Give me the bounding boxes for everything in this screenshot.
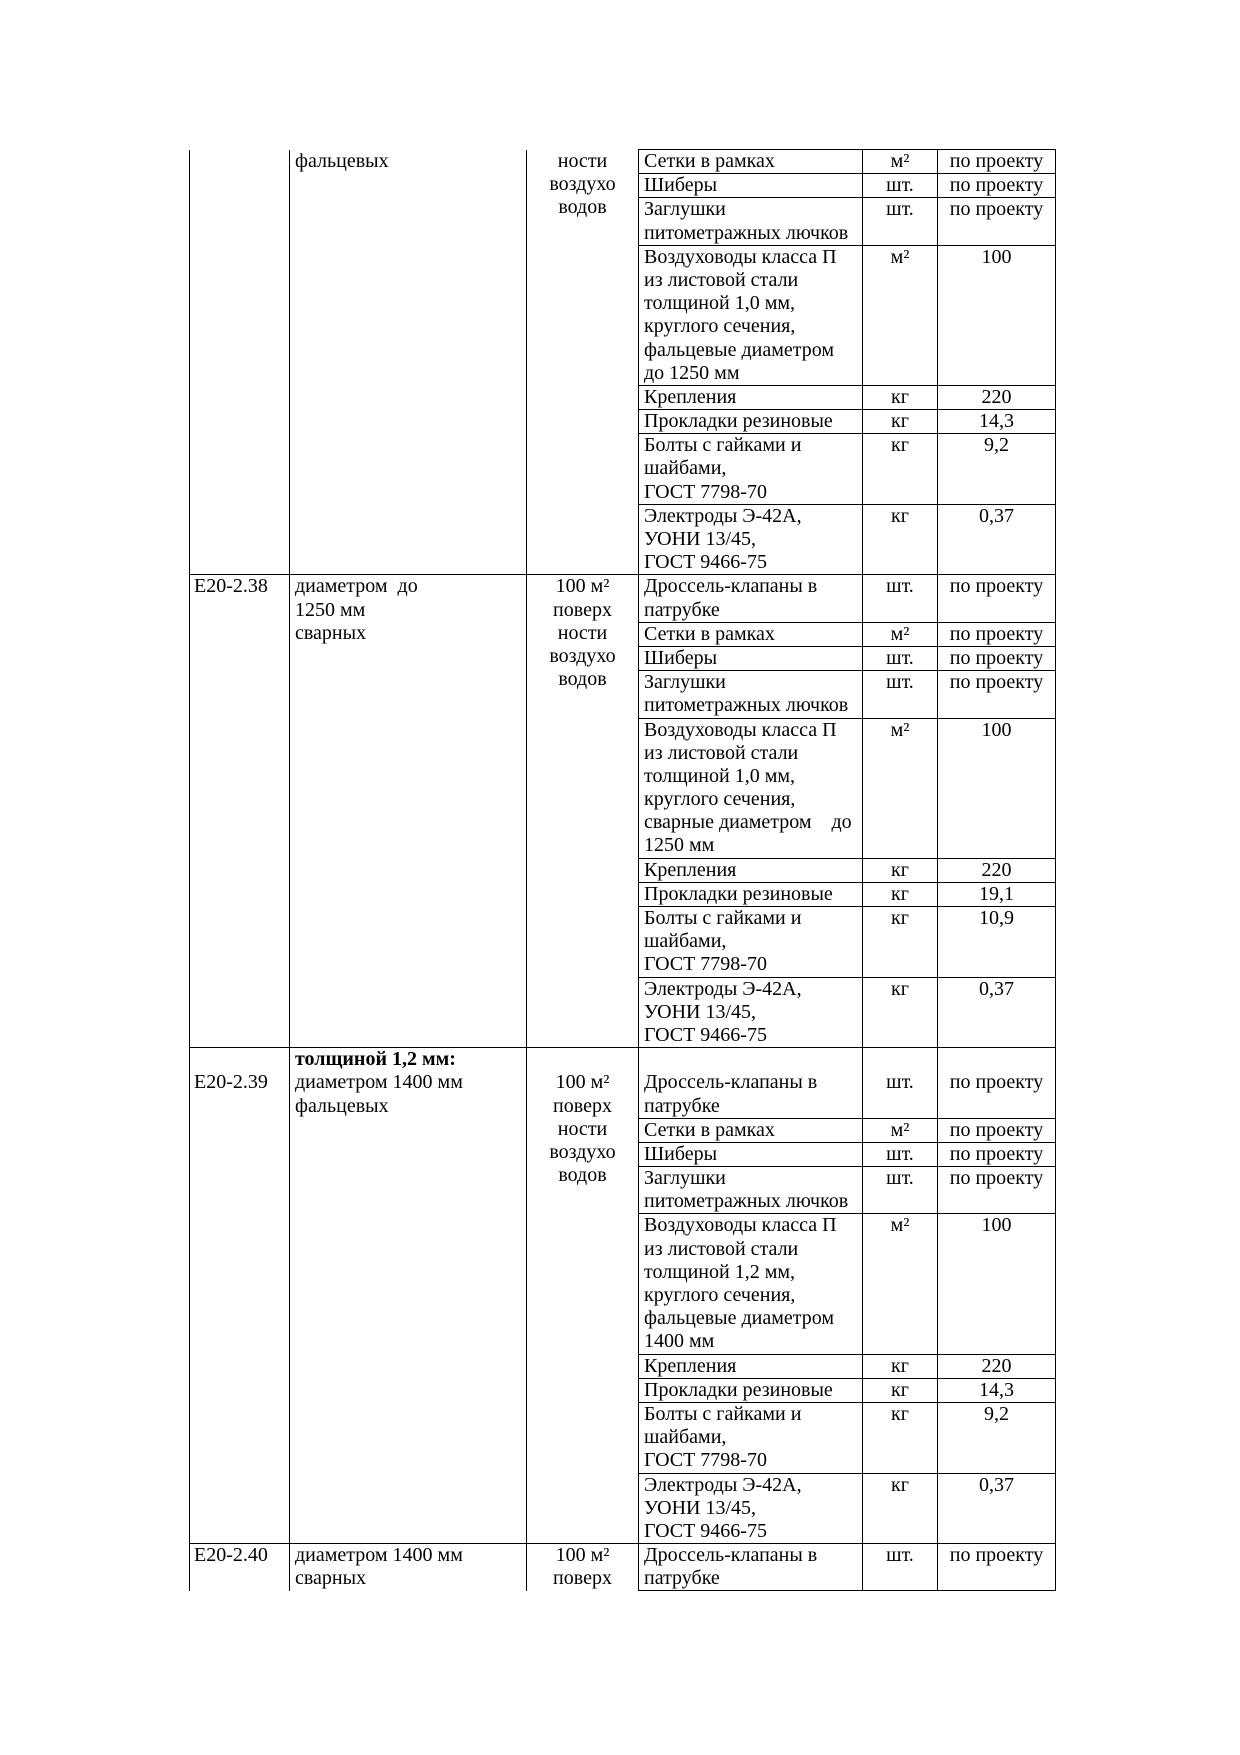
- resource-unit-cell: [863, 1378, 938, 1402]
- work-name-line: сварных: [295, 621, 367, 644]
- resource-qty-cell: [938, 174, 1056, 198]
- resource-name-line: Воздуховоды класса П: [644, 245, 837, 268]
- resource-qty: 0,37: [979, 504, 1014, 527]
- resource-name-cell: [639, 1167, 863, 1214]
- resource-name-line: шайбами,: [644, 930, 727, 953]
- resource-unit-cell: [863, 504, 938, 575]
- work-code-cell: [190, 1048, 290, 1544]
- work-unit-line: поверх: [553, 1567, 612, 1590]
- resource-name-line: Крепления: [644, 385, 737, 408]
- blank-line: [194, 1048, 289, 1071]
- resource-name-line: круглого сечения,: [644, 788, 796, 811]
- resource-name-line: патрубке: [644, 1567, 720, 1590]
- resource-unit-cell: [863, 434, 938, 505]
- resource-qty: 100: [981, 718, 1012, 741]
- resource-qty-cell: [938, 1167, 1056, 1214]
- work-unit-line: ности: [557, 621, 608, 644]
- resource-qty: 9,2: [984, 434, 1009, 457]
- work-unit-line: ности: [557, 1117, 608, 1140]
- resource-name-line: толщиной 1,0 мм,: [644, 292, 796, 315]
- resource-name-cell: [639, 622, 863, 646]
- work-unit-cell: [527, 150, 639, 575]
- work-unit-cell: [527, 1048, 639, 1544]
- resource-unit: кг: [891, 410, 909, 433]
- resource-name-cell: [639, 434, 863, 505]
- resource-unit-cell: [863, 907, 938, 978]
- resource-unit: шт.: [886, 646, 914, 669]
- resource-unit-cell: [863, 198, 938, 245]
- resource-qty-cell: [938, 882, 1056, 906]
- resource-qty: 19,1: [979, 882, 1014, 905]
- resource-name-line: сварные диаметром до: [644, 811, 852, 834]
- resource-name-cell: [639, 907, 863, 978]
- work-name-cell: [290, 575, 527, 1048]
- resource-name-cell: [639, 1118, 863, 1142]
- resource-qty: по проекту: [949, 622, 1044, 645]
- resource-qty-cell: [938, 1142, 1056, 1166]
- resource-unit-cell: [863, 646, 938, 670]
- resource-name-line: Крепления: [644, 858, 737, 881]
- work-code: Е20-2.38: [194, 575, 268, 598]
- resource-name-line: Дроссель-клапаны в: [644, 1071, 818, 1094]
- work-code-cell: [190, 575, 290, 1048]
- resource-name-cell: [639, 1544, 863, 1591]
- resource-name-line: Сетки в рамках: [644, 622, 775, 645]
- work-unit-line: поверх: [553, 598, 612, 621]
- resource-name-line: шайбами,: [644, 457, 727, 480]
- resource-qty-cell: [938, 1214, 1056, 1354]
- resource-unit-cell: [863, 1142, 938, 1166]
- resource-unit: кг: [891, 434, 909, 457]
- work-name-cell: [290, 1544, 527, 1591]
- table-row: [190, 150, 1056, 174]
- resource-name-line: УОНИ 13/45,: [644, 1496, 757, 1519]
- resource-name-cell: [639, 1473, 863, 1544]
- work-unit-line: поверх: [553, 1094, 612, 1117]
- resource-name-line: ГОСТ 9466-75: [644, 1023, 767, 1046]
- work-unit-line: 100 м²: [555, 1544, 610, 1567]
- resource-qty-cell: [938, 385, 1056, 409]
- resource-name-line: Шиберы: [644, 174, 718, 197]
- resource-name-cell: [639, 646, 863, 670]
- resource-qty: по проекту: [949, 1544, 1044, 1567]
- blank-line: [527, 1048, 638, 1071]
- resource-qty-cell: [938, 150, 1056, 174]
- resource-name-cell: [639, 174, 863, 198]
- resource-unit-cell: [863, 1118, 938, 1142]
- resource-qty-cell: [938, 410, 1056, 434]
- resource-qty-cell: [938, 671, 1056, 718]
- resource-name-line: ГОСТ 7798-70: [644, 953, 767, 976]
- resource-unit: шт.: [886, 1142, 914, 1165]
- resource-qty: 220: [981, 1354, 1012, 1377]
- work-unit-line: водов: [558, 668, 607, 691]
- resource-unit-cell: [863, 385, 938, 409]
- resource-qty: по проекту: [949, 646, 1044, 669]
- resource-qty-cell: [938, 646, 1056, 670]
- work-name-line: диаметром до: [295, 575, 418, 598]
- resource-qty: по проекту: [949, 1167, 1044, 1190]
- resource-unit-cell: [863, 1214, 938, 1354]
- resource-unit: кг: [891, 882, 909, 905]
- resource-unit: кг: [891, 1354, 909, 1377]
- resource-name-line: Прокладки резиновые: [644, 882, 833, 905]
- resource-name-cell: [639, 718, 863, 858]
- resource-unit: кг: [891, 1402, 909, 1425]
- table-row: [190, 575, 1056, 622]
- resource-name-line: из листовой стали: [644, 268, 799, 291]
- resource-qty-cell: [938, 245, 1056, 385]
- resource-name-line: ГОСТ 7798-70: [644, 1449, 767, 1472]
- resource-name-line: УОНИ 13/45,: [644, 528, 757, 550]
- resource-name-cell: [639, 1142, 863, 1166]
- resource-unit-cell: [863, 1354, 938, 1378]
- resource-qty-cell: [938, 1544, 1056, 1591]
- resource-unit-cell: [863, 1402, 938, 1473]
- resource-name-cell: [639, 245, 863, 385]
- resource-qty: 14,3: [979, 1378, 1014, 1401]
- resource-unit: м²: [890, 622, 910, 645]
- table-body: [190, 150, 1056, 1591]
- resource-unit: шт.: [886, 575, 914, 598]
- resource-unit: шт.: [886, 1544, 914, 1567]
- resource-name-line: Шиберы: [644, 1142, 718, 1165]
- resource-qty-cell: [938, 1402, 1056, 1473]
- resource-qty: по проекту: [949, 575, 1044, 598]
- work-unit-line: водов: [558, 195, 607, 218]
- resource-name-line: питометражных лючков: [644, 1190, 849, 1213]
- resource-unit-cell: [863, 1473, 938, 1544]
- resource-unit-cell: [863, 150, 938, 174]
- resource-name-line: Шиберы: [644, 646, 718, 669]
- table-row: [190, 1544, 1056, 1591]
- resource-qty: по проекту: [949, 150, 1044, 172]
- resource-name-line: толщиной 1,0 мм,: [644, 764, 796, 787]
- resource-name-line: круглого сечения,: [644, 315, 796, 338]
- resource-qty-cell: [938, 718, 1056, 858]
- resource-unit-cell: [863, 1048, 938, 1119]
- resource-qty-cell: [938, 1118, 1056, 1142]
- resource-name-line: фальцевые диаметром: [644, 1307, 834, 1330]
- resource-name-line: Дроссель-клапаны в: [644, 575, 818, 598]
- resource-unit: шт.: [886, 1167, 914, 1190]
- resource-unit: кг: [891, 1473, 909, 1496]
- resource-name-line: 1400 мм: [644, 1330, 715, 1353]
- resource-name-line: питометражных лючков: [644, 221, 849, 244]
- resource-name-line: ГОСТ 9466-75: [644, 1519, 767, 1542]
- work-name-cell: [290, 1048, 527, 1544]
- resource-name-line: Болты с гайками и: [644, 1402, 802, 1425]
- resource-name-cell: [639, 410, 863, 434]
- resource-qty: 10,9: [979, 907, 1014, 929]
- resource-unit-cell: [863, 245, 938, 385]
- resource-qty-cell: [938, 434, 1056, 505]
- resource-name-line: Электроды Э-42А,: [644, 504, 802, 527]
- resource-unit: м²: [890, 245, 910, 268]
- resource-unit-cell: [863, 882, 938, 906]
- blank-line: [863, 1048, 937, 1071]
- work-code-cell: [190, 150, 290, 575]
- resource-unit-cell: [863, 977, 938, 1048]
- resource-unit-cell: [863, 174, 938, 198]
- resource-name-cell: [639, 1048, 863, 1119]
- resource-name-cell: [639, 1214, 863, 1354]
- resource-name-line: Прокладки резиновые: [644, 1378, 833, 1401]
- resource-qty-cell: [938, 1378, 1056, 1402]
- resource-unit: шт.: [886, 198, 914, 221]
- resource-qty: по проекту: [949, 1071, 1044, 1094]
- work-unit-line: воздухо: [549, 172, 616, 195]
- resource-unit: шт.: [886, 174, 914, 197]
- resource-name-line: 1250 мм: [644, 834, 715, 857]
- resource-qty: по проекту: [949, 1118, 1044, 1141]
- resource-name-line: фальцевые диаметром: [644, 338, 834, 361]
- resource-qty-cell: [938, 1354, 1056, 1378]
- work-code: Е20-2.40: [194, 1544, 268, 1567]
- resource-name-cell: [639, 150, 863, 174]
- work-code: Е20-2.39: [194, 1071, 268, 1094]
- resource-name-line: Крепления: [644, 1354, 737, 1377]
- resource-name-line: патрубке: [644, 1094, 720, 1117]
- resource-name-line: ГОСТ 7798-70: [644, 480, 767, 503]
- resource-name-cell: [639, 858, 863, 882]
- resource-name-line: питометражных лючков: [644, 694, 849, 717]
- resource-unit: шт.: [886, 1071, 914, 1094]
- resource-qty-cell: [938, 907, 1056, 978]
- resource-name-line: Сетки в рамках: [644, 150, 775, 172]
- resource-name-line: из листовой стали: [644, 741, 799, 764]
- resource-name-line: Заглушки: [644, 198, 726, 221]
- resource-qty-cell: [938, 198, 1056, 245]
- work-name-line: диаметром 1400 мм: [295, 1544, 463, 1567]
- resource-qty: по проекту: [949, 174, 1044, 197]
- resource-unit-cell: [863, 718, 938, 858]
- resource-qty: 100: [981, 245, 1012, 268]
- resource-name-line: патрубке: [644, 598, 720, 621]
- resource-unit-cell: [863, 1167, 938, 1214]
- resource-name-line: из листовой стали: [644, 1237, 799, 1260]
- work-name-line: фальцевых: [295, 149, 389, 172]
- resource-name-line: Воздуховоды класса П: [644, 1214, 837, 1237]
- resource-name-line: Заглушки: [644, 671, 726, 694]
- table-row: [190, 1048, 1056, 1119]
- resource-qty-cell: [938, 977, 1056, 1048]
- resource-name-line: до 1250 мм: [644, 361, 740, 384]
- work-unit-line: водов: [558, 1164, 607, 1187]
- resource-name-line: Электроды Э-42А,: [644, 977, 802, 1000]
- blank-line: [644, 1048, 862, 1071]
- resource-qty-cell: [938, 575, 1056, 622]
- resource-qty: 100: [981, 1214, 1012, 1237]
- resource-unit: м²: [890, 718, 910, 741]
- section-heading: толщиной 1,2 мм:: [295, 1048, 456, 1071]
- resource-unit: м²: [890, 150, 910, 172]
- resource-qty: 220: [981, 858, 1012, 881]
- resource-name-cell: [639, 1402, 863, 1473]
- resource-unit: м²: [890, 1214, 910, 1237]
- resource-name-cell: [639, 1378, 863, 1402]
- resource-name-line: Воздуховоды класса П: [644, 718, 837, 741]
- resource-qty-cell: [938, 504, 1056, 575]
- work-code-cell: [190, 1544, 290, 1591]
- work-name-cell: [290, 150, 527, 575]
- resource-qty-cell: [938, 1048, 1056, 1119]
- work-name-line: фальцевых: [295, 1094, 389, 1117]
- resource-name-line: толщиной 1,2 мм,: [644, 1260, 796, 1283]
- resource-qty: 0,37: [979, 1473, 1014, 1496]
- work-unit-line: ности: [557, 149, 608, 172]
- resource-name-cell: [639, 882, 863, 906]
- resource-name-line: Болты с гайками и: [644, 434, 802, 457]
- work-unit-line: 100 м²: [555, 575, 610, 598]
- resource-name-line: Сетки в рамках: [644, 1118, 775, 1141]
- resource-unit: кг: [891, 977, 909, 1000]
- resource-name-line: круглого сечения,: [644, 1284, 796, 1306]
- resource-unit-cell: [863, 410, 938, 434]
- blank-line: [938, 1048, 1055, 1071]
- resource-name-cell: [639, 198, 863, 245]
- work-unit-cell: [527, 575, 639, 1048]
- resource-name-line: Электроды Э-42А,: [644, 1473, 802, 1496]
- work-unit-line: воздухо: [549, 644, 616, 667]
- resource-qty-cell: [938, 858, 1056, 882]
- resource-name-cell: [639, 385, 863, 409]
- resource-name-cell: [639, 575, 863, 622]
- work-unit-line: воздухо: [549, 1140, 616, 1163]
- resource-name-cell: [639, 504, 863, 575]
- resource-qty-cell: [938, 622, 1056, 646]
- resource-name-line: шайбами,: [644, 1426, 727, 1449]
- resource-unit-cell: [863, 1544, 938, 1591]
- resource-name-cell: [639, 1354, 863, 1378]
- resource-name-line: ГОСТ 9466-75: [644, 551, 767, 574]
- resource-name-cell: [639, 671, 863, 718]
- resource-unit-cell: [863, 622, 938, 646]
- resource-unit: кг: [891, 504, 909, 527]
- resource-qty: по проекту: [949, 1142, 1044, 1165]
- document-page: [189, 149, 1056, 1591]
- resource-unit-cell: [863, 671, 938, 718]
- resource-unit: кг: [891, 385, 909, 408]
- resource-name-line: Прокладки резиновые: [644, 410, 833, 433]
- resource-norms-table: [189, 149, 1056, 1591]
- resource-unit: кг: [891, 1378, 909, 1401]
- resource-unit-cell: [863, 858, 938, 882]
- resource-name-cell: [639, 977, 863, 1048]
- resource-name-line: УОНИ 13/45,: [644, 1000, 757, 1023]
- resource-name-line: Болты с гайками и: [644, 907, 802, 929]
- resource-qty: 0,37: [979, 977, 1014, 1000]
- work-unit-line: 100 м²: [555, 1071, 610, 1094]
- resource-qty: 220: [981, 385, 1012, 408]
- resource-qty: 14,3: [979, 410, 1014, 433]
- resource-unit: кг: [891, 858, 909, 881]
- work-name-line: 1250 мм: [295, 598, 366, 621]
- resource-qty: по проекту: [949, 671, 1044, 694]
- resource-unit-cell: [863, 575, 938, 622]
- work-unit-cell: [527, 1544, 639, 1591]
- resource-qty-cell: [938, 1473, 1056, 1544]
- resource-unit: м²: [890, 1118, 910, 1141]
- resource-unit: шт.: [886, 671, 914, 694]
- resource-name-line: Заглушки: [644, 1167, 726, 1190]
- work-name-line: диаметром 1400 мм: [295, 1071, 463, 1094]
- resource-unit: кг: [891, 907, 909, 929]
- resource-qty: 9,2: [984, 1402, 1009, 1425]
- resource-name-line: Дроссель-клапаны в: [644, 1544, 818, 1567]
- work-name-line: сварных: [295, 1567, 367, 1590]
- resource-qty: по проекту: [949, 198, 1044, 221]
